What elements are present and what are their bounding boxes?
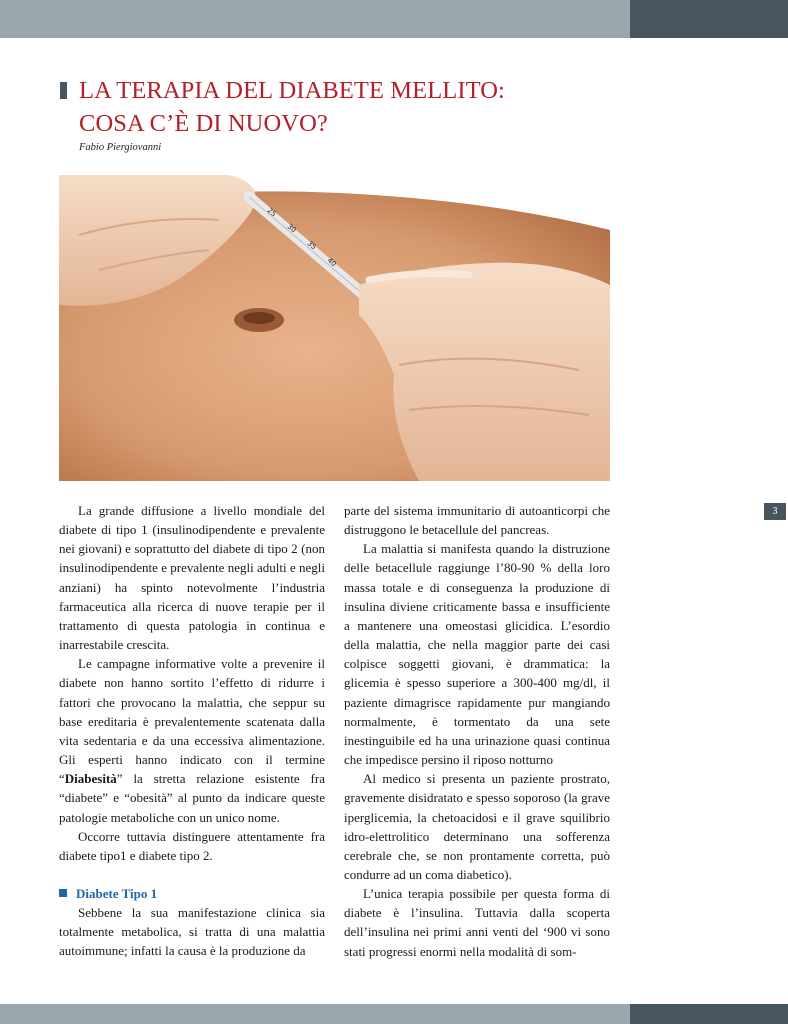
paragraph: Le campagne informative volte a prevenire il diabete non hanno sortito l’effetto di ridurre i fattori che provocano la malattia, che seppur su base ereditaria è prevalentemente scatenata dalla vita sedentaria e da una eccessiva alimentazione. Gli esperti hanno indicato con il termine “Diabesità” la stretta relazione esistente fra “diabete” e “obesità” al punto da indicare queste patologie metaboliche con un unico nome. xyxy=(59,656,325,825)
svg-text:25: 25 xyxy=(265,206,278,219)
emphasis: Diabesità xyxy=(64,771,117,787)
paragraph: La malattia si manifesta quando la distruzione delle betacellule raggiunge l’80-90 % della loro massa totale e di conseguenza la produzione di insulina diviene criticamente bassa e insufficiente a mantenere una omeostasi glicidica. L’esordio della malattia, che nella maggior parte dei casi colpisce soggetti giovani, è drammatica: la glicemia è spesso superiore a 300-400 mg/dl, il paziente dimagrisce rapidamente pur mangiando normalmente, è tormentato da una sete inestinguibile ed ha una urinazione quasi continua che impedisce persino il riposo notturno xyxy=(344,541,610,768)
paragraph: Al medico si presenta un paziente prostrato, gravemente disidratato e spesso soporoso (la grave iperglicemia, la chetoacidosi e il grave squilibrio idro-elettrolitico determinano una sofferenza cerebrale che, se non prontamente corretta, può condurre ad un coma diabetico). xyxy=(344,771,610,882)
section-heading: Diabete Tipo 1 xyxy=(59,884,325,903)
svg-text:30: 30 xyxy=(285,222,298,235)
paragraph: Occorre tuttavia distinguere attentamente fra diabete tipo1 e diabete tipo 2. xyxy=(59,828,325,863)
paragraph: parte del sistema immunitario di autoanticorpi che distruggono le betacellule del pancreas. xyxy=(344,503,610,538)
header-bar xyxy=(0,0,630,38)
header-bar-accent xyxy=(630,0,788,38)
title-line-1: LA TERAPIA DEL DIABETE MELLITO: xyxy=(79,77,505,104)
paragraph: La grande diffusione a livello mondiale del diabete di tipo 1 (insulinodipendente e prevalente nei giovani) e soprattutto del diabete di tipo 2 (non insulinodipendente e prevalente negli adulti e negli anziani) ha spinto notevolmente l’industria farmaceutica alla ricerca di nuove terapie per il trattamento di questa patologia in continua e inarrestabile crescita. xyxy=(59,503,325,653)
title-line-2: COSA C’È DI NUOVO? xyxy=(79,110,328,137)
square-bullet-icon xyxy=(59,889,67,897)
title-marker xyxy=(60,82,67,99)
svg-text:35: 35 xyxy=(305,239,318,252)
paragraph: L’unica terapia possibile per questa forma di diabete è l’insulina. Tuttavia dalla scoperta dell’insulina nei primi anni venti del ‘900 vi sono stati progressi enormi nella modalità di som- xyxy=(344,886,610,959)
page-number: 3 xyxy=(764,503,786,520)
article-title xyxy=(79,74,599,140)
article-author: Fabio Piergiovanni xyxy=(79,142,162,153)
footer-bar xyxy=(0,1004,630,1024)
insulin-injection-photo xyxy=(59,175,610,481)
svg-text:40: 40 xyxy=(325,256,338,269)
right-column xyxy=(344,501,610,961)
paragraph: Sebbene la sua manifestazione clinica sia totalmente metabolica, si tratta di una malattia autoimmune; infatti la causa è la produzione da xyxy=(59,904,325,959)
footer-bar-accent xyxy=(630,1004,788,1024)
left-column xyxy=(59,501,325,960)
